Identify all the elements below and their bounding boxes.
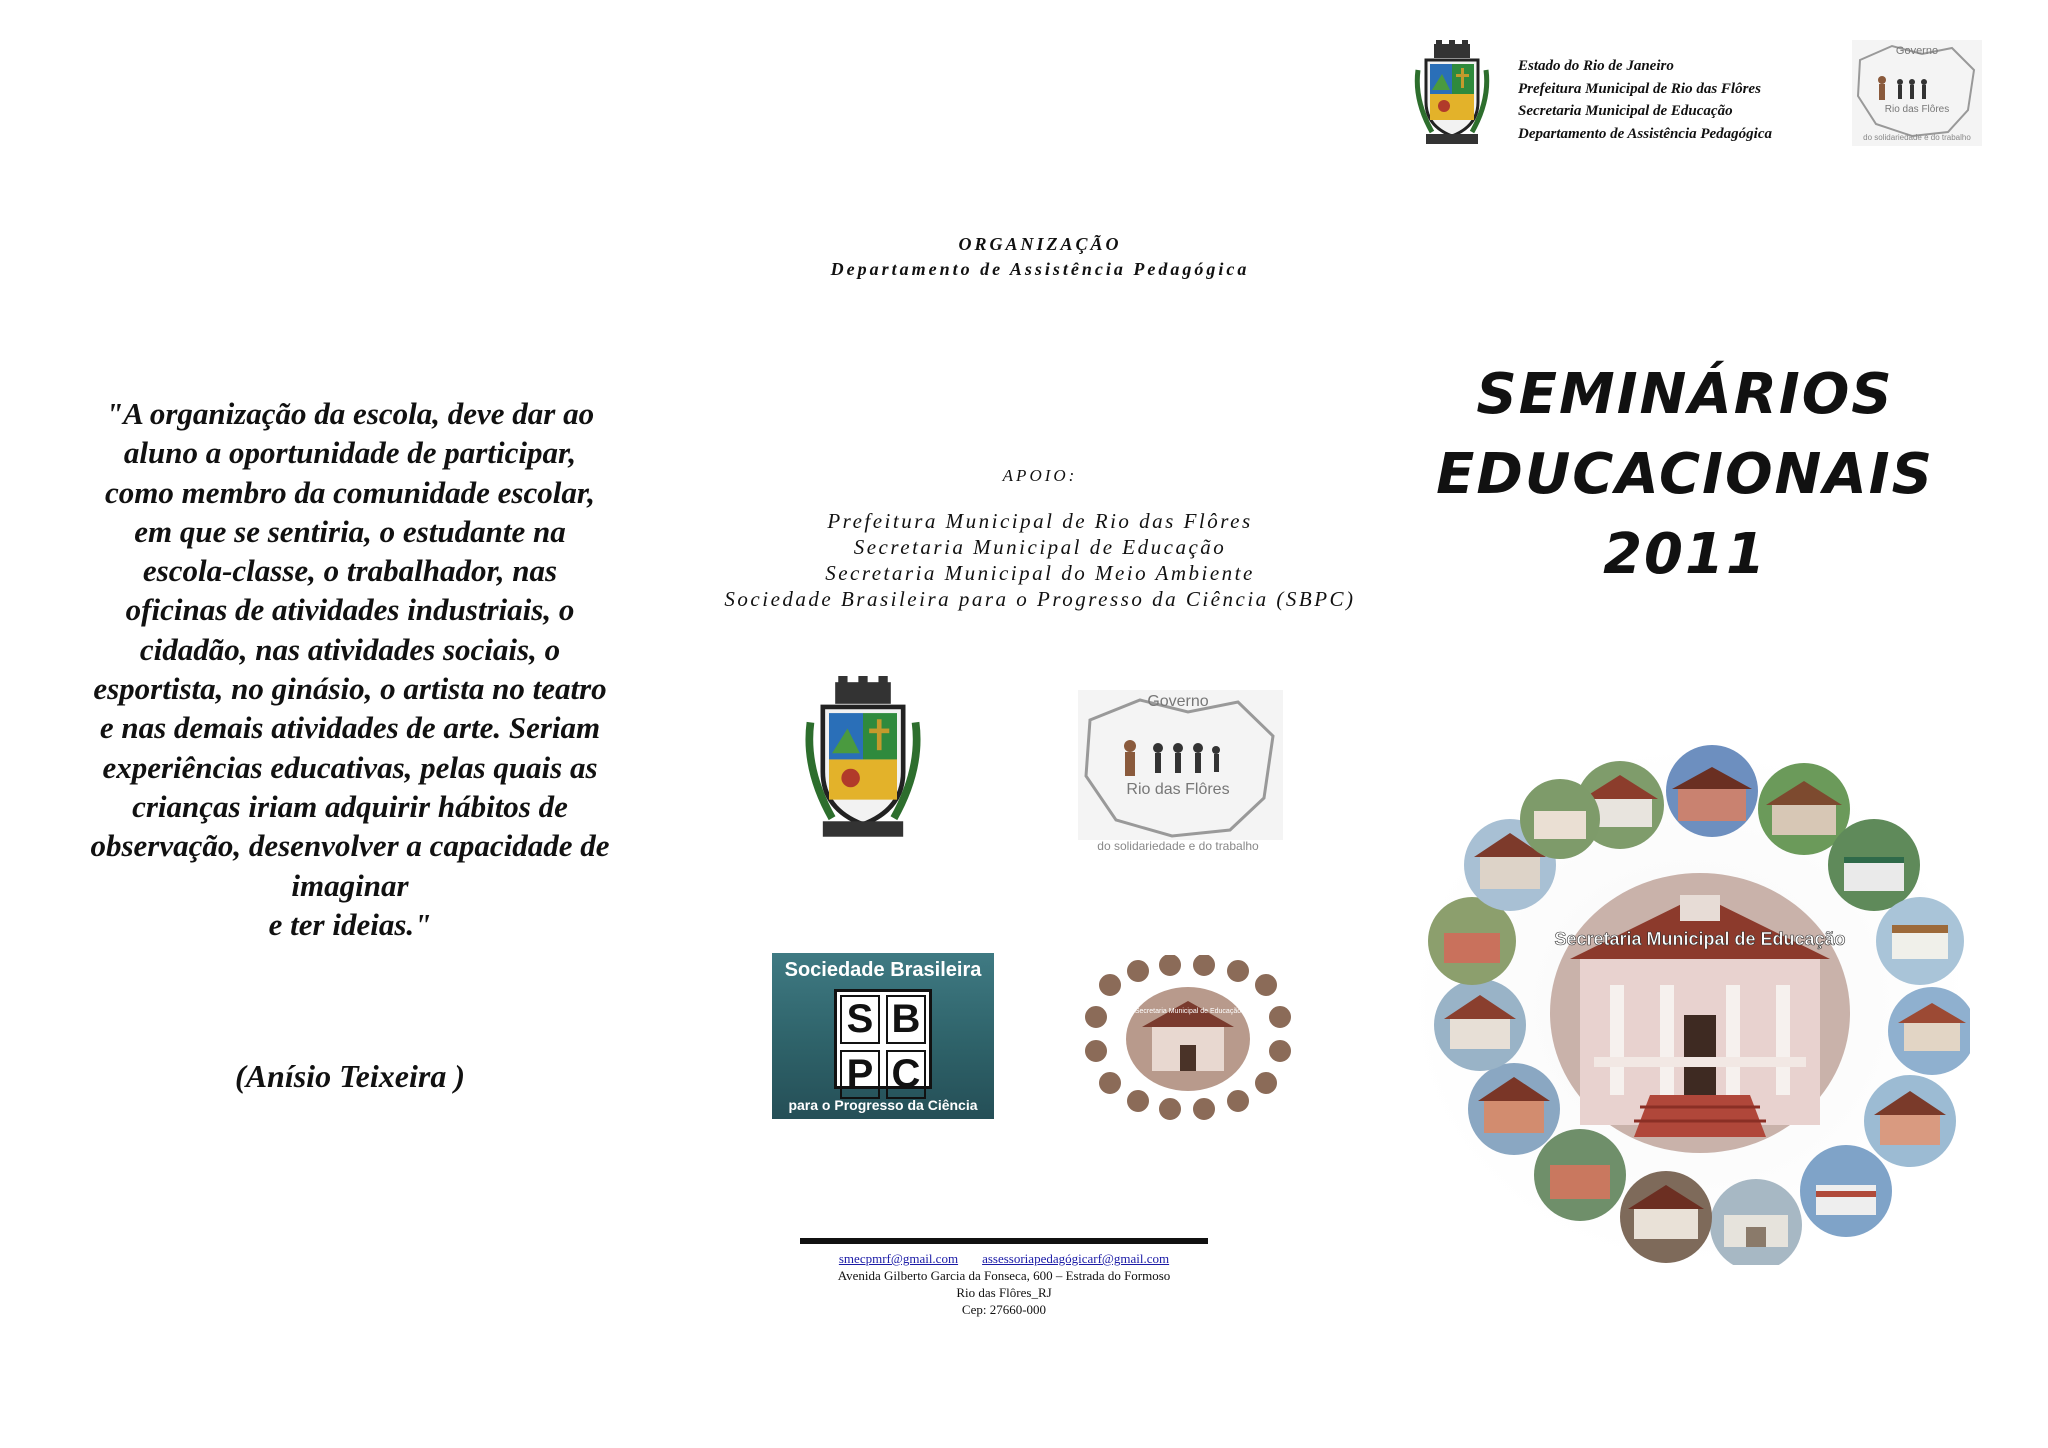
sbpc-letter: S xyxy=(840,995,880,1044)
municipal-crest-icon xyxy=(1412,40,1492,150)
footer-city: Rio das Flôres_RJ xyxy=(956,1285,1052,1300)
title-line-2: EDUCACIONAIS xyxy=(1436,442,1934,507)
organization-block xyxy=(720,232,1360,282)
quote-text: "A organização da escola, deve dar ao aluno a oportunidade de participar, como membro da comunidade escolar, em que se sentiria, o estudante na escola-classe, o trabalhador, nas oficinas de atividades industriais, o cidadão, nas atividades sociais, o esportista, no ginásio, o artista no teatro e nas demais atividades de arte. Seriam experiências educativas, pelas quais as crianças iriam adquirir hábitos de observação, desenvolver a capacidade de imaginar xyxy=(90,396,610,903)
support-label: APOIO: xyxy=(1002,466,1078,485)
government-logo-large-icon xyxy=(1078,690,1283,855)
sbpc-top-text: Sociedade Brasileira xyxy=(784,959,982,981)
gov-small-top-text: Governo xyxy=(1895,45,1939,57)
header-line-state: Estado do Rio de Janeiro xyxy=(1518,58,1674,74)
footer-contact xyxy=(760,1250,1248,1318)
organization-label: ORGANIZAÇÃO xyxy=(958,234,1122,254)
gov-small-bottom-text: do solidariedade e do trabalho xyxy=(1863,133,1971,142)
quote-last-line: e ter ideias." xyxy=(268,906,432,942)
support-list xyxy=(680,508,1400,612)
sbpc-letter: P xyxy=(840,1050,880,1099)
gov-large-middle-text: Rio das Flôres xyxy=(1126,781,1230,798)
sbpc-letter: B xyxy=(886,995,926,1044)
title-line-3: 2011 xyxy=(1603,522,1767,587)
school-photo-collage xyxy=(1410,745,1970,1265)
email-link-1[interactable]: smecpmrf@gmail.com xyxy=(838,1251,959,1266)
collage-banner: Secretaria Municipal de Educação xyxy=(1554,929,1846,949)
header-line-prefecture: Prefeitura Municipal de Rio das Flôres xyxy=(1518,80,1761,97)
gov-large-top-text: Governo xyxy=(1147,693,1209,710)
header-line-secretariat: Secretaria Municipal de Educação xyxy=(1518,103,1733,119)
support-item: Prefeitura Municipal de Rio das Flôres xyxy=(827,509,1253,533)
sbpc-logo xyxy=(772,953,994,1119)
organization-department: Departamento de Assistência Pedagógica xyxy=(830,259,1250,279)
support-item: Sociedade Brasileira para o Progresso da Ciência (SBPC) xyxy=(724,587,1356,611)
sbpc-bottom-text: para o Progresso da Ciência xyxy=(788,1097,978,1113)
gov-small-middle-text: Rio das Flôres xyxy=(1884,104,1950,115)
footer-address: Avenida Gilberto Garcia da Fonseca, 600 – Estrada do Formoso xyxy=(837,1268,1171,1283)
school-photo-collage-small xyxy=(1080,955,1300,1120)
footer-cep: Cep: 27660-000 xyxy=(961,1302,1047,1317)
quote-author: (Anísio Teixeira ) xyxy=(235,1058,465,1094)
title-line-1: SEMINÁRIOS xyxy=(1476,362,1894,427)
header-institution-block xyxy=(1518,55,1838,145)
government-logo-icon xyxy=(1852,40,1982,146)
municipal-crest-large-icon xyxy=(798,676,928,846)
quote-block xyxy=(90,394,610,944)
support-item: Secretaria Municipal do Meio Ambiente xyxy=(825,561,1255,585)
sbpc-letter-box xyxy=(834,989,932,1096)
gov-large-bottom-text: do solidariedade e do trabalho xyxy=(1097,839,1259,853)
footer-divider xyxy=(800,1238,1208,1244)
support-item: Secretaria Municipal de Educação xyxy=(853,535,1227,559)
page-title xyxy=(1385,355,1985,595)
header-line-department: Departamento de Assistência Pedagógica xyxy=(1518,125,1773,142)
email-link-2[interactable]: assessoriapedagógicarf@gmail.com xyxy=(982,1251,1170,1266)
mini-collage-banner: Secretaria Municipal de Educação xyxy=(1134,1008,1242,1015)
sbpc-letter: C xyxy=(886,1050,926,1099)
